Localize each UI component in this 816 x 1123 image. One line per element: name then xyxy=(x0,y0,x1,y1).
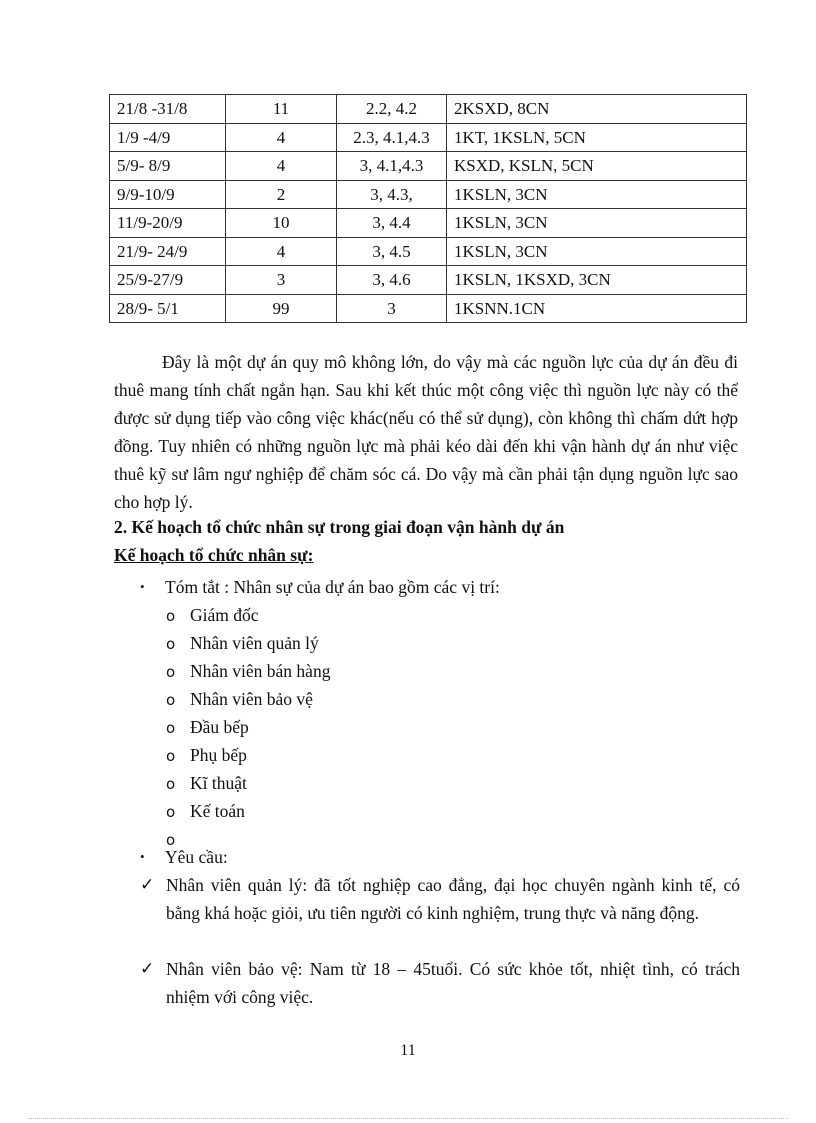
table-cell: 3, 4.5 xyxy=(337,237,447,266)
list-item xyxy=(166,685,313,714)
table-row xyxy=(110,152,747,181)
list-item xyxy=(166,601,259,630)
list-item xyxy=(166,629,319,658)
table-cell: 21/9- 24/9 xyxy=(110,237,226,266)
position-label: Giám đốc xyxy=(190,605,259,625)
circle-bullet-icon: o xyxy=(166,747,176,765)
schedule-table xyxy=(109,94,747,323)
table-row xyxy=(110,123,747,152)
page-border xyxy=(28,1118,788,1119)
table-cell: 10 xyxy=(226,209,337,238)
circle-bullet-icon: o xyxy=(166,663,176,681)
circle-bullet-icon: o xyxy=(166,635,176,653)
table-cell: 4 xyxy=(226,123,337,152)
list-item xyxy=(166,657,330,686)
position-label: Nhân viên quản lý xyxy=(190,633,319,653)
table-cell: 5/9- 8/9 xyxy=(110,152,226,181)
position-label: Phụ bếp xyxy=(190,745,247,765)
table-cell: 3, 4.6 xyxy=(337,266,447,295)
table-row xyxy=(110,209,747,238)
table-cell: 25/9-27/9 xyxy=(110,266,226,295)
subsection-heading: Kế hoạch tổ chức nhân sự: xyxy=(114,545,314,565)
body-paragraph: Đây là một dự án quy mô không lớn, do vậy mà các nguồn lực của dự án đều đi thuê mang tính chất ngắn hạn. Sau khi kết thúc một công việc thì nguồn lực này có thể được sử dụng tiếp vào công việc khác(nếu có thể sử dụng), còn không thì chấm dứt hợp đồng. Tuy nhiên có những nguồn lực mà phải kéo dài đến khi vận hành dự án như việc thuê kỹ sư lâm ngư nghiệp để chăm sóc cá. Do vậy mà cần phải tận dụng nguồn lực sao cho hợp lý. xyxy=(114,352,738,512)
checkmark-icon: ✓ xyxy=(140,875,155,895)
position-label: Kế toán xyxy=(190,801,245,821)
table-cell: 21/8 -31/8 xyxy=(110,95,226,124)
table-cell: 99 xyxy=(226,294,337,323)
bullet-icon: • xyxy=(140,579,145,594)
table-cell: 1KT, 1KSLN, 5CN xyxy=(447,123,747,152)
table-cell: 2.3, 4.1,4.3 xyxy=(337,123,447,152)
page-number: 11 xyxy=(400,1042,416,1059)
table-cell: 1/9 -4/9 xyxy=(110,123,226,152)
circle-bullet-icon: o xyxy=(166,775,176,793)
table-row xyxy=(110,95,747,124)
table-row xyxy=(110,180,747,209)
table-cell: 9/9-10/9 xyxy=(110,180,226,209)
table-row xyxy=(110,294,747,323)
table-cell: 3 xyxy=(226,266,337,295)
circle-bullet-icon: o xyxy=(166,803,176,821)
table-cell: 1KSLN, 3CN xyxy=(447,209,747,238)
bullet-icon: • xyxy=(140,849,145,864)
position-label: Đầu bếp xyxy=(190,717,249,737)
requirement-item xyxy=(140,871,740,927)
circle-bullet-icon: o xyxy=(166,719,176,737)
list-item xyxy=(166,797,245,826)
table-cell: 1KSLN, 1KSXD, 3CN xyxy=(447,266,747,295)
position-label: Nhân viên bảo vệ xyxy=(190,689,313,709)
circle-bullet-icon: o xyxy=(166,607,176,625)
requirement-item xyxy=(140,955,740,1011)
table-cell: 1KSNN.1CN xyxy=(447,294,747,323)
table-cell: 3, 4.4 xyxy=(337,209,447,238)
table-cell: 2KSXD, 8CN xyxy=(447,95,747,124)
table-cell: 3, 4.3, xyxy=(337,180,447,209)
table-cell: 4 xyxy=(226,152,337,181)
list-item xyxy=(166,769,247,798)
table-cell: KSXD, KSLN, 5CN xyxy=(447,152,747,181)
requirement-text: Nhân viên bảo vệ: Nam từ 18 – 45tuổi. Có sức khỏe tốt, nhiệt tình, có trách nhiệm với công việc. xyxy=(166,959,740,1007)
table-cell: 2 xyxy=(226,180,337,209)
circle-bullet-icon: o xyxy=(166,691,176,709)
table-cell: 4 xyxy=(226,237,337,266)
section-heading: 2. Kế hoạch tổ chức nhân sự trong giai đoạn vận hành dự án xyxy=(114,517,565,537)
table-cell: 2.2, 4.2 xyxy=(337,95,447,124)
requirements-label: Yêu cầu: xyxy=(165,847,228,867)
circle-bullet-icon: o xyxy=(166,831,176,849)
table-row xyxy=(110,266,747,295)
requirement-text: Nhân viên quản lý: đã tốt nghiệp cao đẳng, đại học chuyên ngành kinh tế, có bằng khá hoặc giỏi, ưu tiên người có kinh nghiệm, trung thực và năng động. xyxy=(166,875,740,923)
position-label: Nhân viên bán hàng xyxy=(190,661,331,681)
table-cell: 11/9-20/9 xyxy=(110,209,226,238)
table-cell: 3 xyxy=(337,294,447,323)
table-cell: 28/9- 5/1 xyxy=(110,294,226,323)
table-row xyxy=(110,237,747,266)
list-item xyxy=(166,741,247,770)
position-label: Kĩ thuật xyxy=(190,773,247,793)
table-cell: 3, 4.1,4.3 xyxy=(337,152,447,181)
summary-label: Tóm tắt : Nhân sự của dự án bao gồm các vị trí: xyxy=(165,577,500,597)
table-cell: 1KSLN, 3CN xyxy=(447,180,747,209)
table-cell: 1KSLN, 3CN xyxy=(447,237,747,266)
list-item xyxy=(166,713,249,742)
checkmark-icon: ✓ xyxy=(140,959,155,979)
table-cell: 11 xyxy=(226,95,337,124)
